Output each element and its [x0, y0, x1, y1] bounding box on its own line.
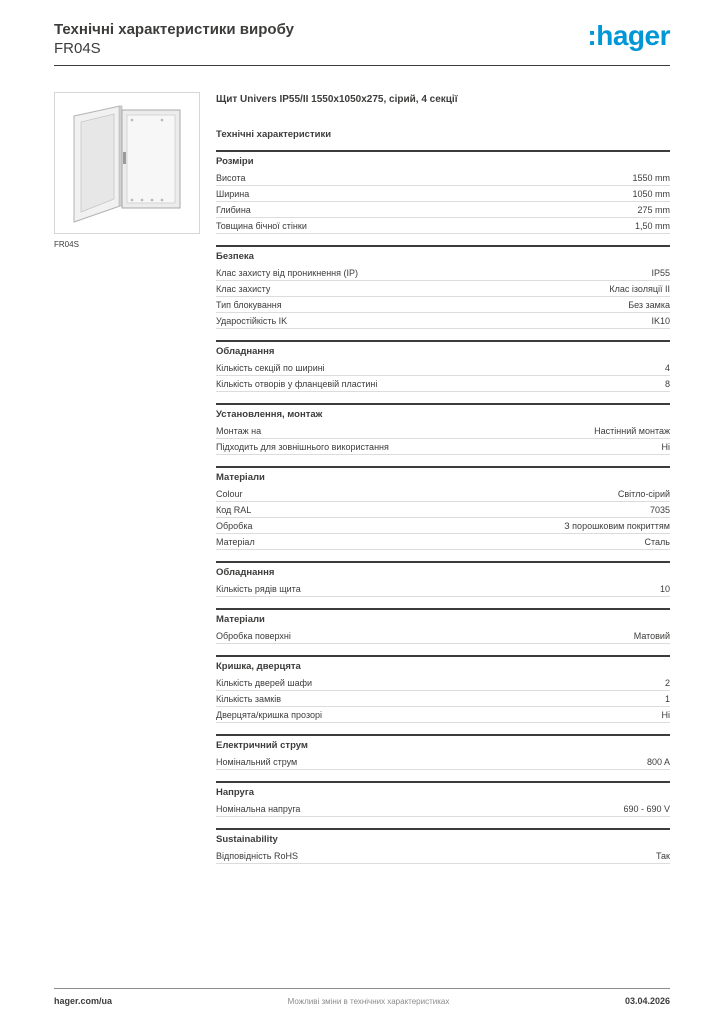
section-rows — [216, 265, 670, 329]
spec-value: 7035 — [649, 505, 670, 516]
section-title: Матеріали — [216, 466, 670, 486]
spec-row — [216, 581, 670, 597]
spec-value: 4 — [664, 363, 670, 374]
specs-heading: Технічні характеристики — [216, 129, 332, 141]
spec-label: Кількість секцій по ширині — [216, 363, 325, 374]
spec-value: Світло-сірий — [617, 489, 670, 500]
spec-section — [216, 608, 670, 644]
spec-row — [216, 691, 670, 707]
spec-label: Матеріал — [216, 537, 255, 548]
spec-value: IP55 — [651, 268, 670, 279]
spec-value: Без замка — [628, 300, 670, 311]
spec-section — [216, 245, 670, 329]
spec-row — [216, 801, 670, 817]
footer-website-link[interactable]: hager.com/ua — [54, 996, 113, 1006]
spec-label: Підходить для зовнішнього використання — [216, 442, 389, 453]
page-title: Технічні характеристики виробу — [54, 21, 294, 38]
spec-label: Товщина бічної стінки — [216, 221, 307, 232]
section-title: Обладнання — [216, 561, 670, 581]
spec-label: Номінальна напруга — [216, 804, 301, 815]
section-rows — [216, 754, 670, 770]
spec-section — [216, 828, 670, 864]
spec-column — [216, 92, 670, 875]
section-rows — [216, 628, 670, 644]
spec-value: 275 mm — [637, 205, 670, 216]
spec-label: Номінальний струм — [216, 757, 298, 768]
page-footer — [54, 988, 670, 1006]
spec-label: Клас захисту — [216, 284, 271, 295]
spec-value: З порошковим покриттям — [564, 521, 670, 532]
spec-row — [216, 486, 670, 502]
section-title: Електричний струм — [216, 734, 670, 754]
product-image-frame — [54, 92, 200, 234]
spec-section — [216, 655, 670, 723]
spec-row — [216, 281, 670, 297]
section-title: Напруга — [216, 781, 670, 801]
spec-value: 8 — [664, 379, 670, 390]
spec-section — [216, 340, 670, 392]
product-code: FR04S — [54, 40, 101, 58]
footer-date: 03.04.2026 — [624, 996, 670, 1006]
spec-label: Глибина — [216, 205, 251, 216]
product-image-caption: FR04S — [54, 240, 79, 250]
spec-section — [216, 781, 670, 817]
spec-row — [216, 202, 670, 218]
spec-value: 1550 mm — [632, 173, 670, 184]
spec-value: 1 — [664, 694, 670, 705]
page-header — [54, 0, 670, 66]
spec-value: 10 — [659, 584, 670, 595]
spec-label: Кількість замків — [216, 694, 281, 705]
spec-row — [216, 297, 670, 313]
product-image-column — [54, 92, 200, 875]
section-rows — [216, 486, 670, 550]
section-rows — [216, 360, 670, 392]
spec-section — [216, 561, 670, 597]
spec-value: Ні — [661, 442, 670, 453]
spec-row — [216, 707, 670, 723]
spec-label: Дверцята/кришка прозорі — [216, 710, 322, 721]
spec-value: Так — [655, 851, 670, 862]
section-title: Кришка, дверцята — [216, 655, 670, 675]
spec-label: Висота — [216, 173, 246, 184]
section-rows — [216, 848, 670, 864]
spec-row — [216, 313, 670, 329]
spec-section — [216, 734, 670, 770]
spec-label: Ширина — [216, 189, 250, 200]
spec-row — [216, 518, 670, 534]
spec-label: Ударостійкість IK — [216, 316, 288, 327]
spec-row — [216, 218, 670, 234]
section-title: Установлення, монтаж — [216, 403, 670, 423]
section-rows — [216, 170, 670, 234]
spec-label: Клас захисту від проникнення (IP) — [216, 268, 359, 279]
section-rows — [216, 423, 670, 455]
spec-row — [216, 848, 670, 864]
spec-sections — [216, 150, 670, 864]
product-name: Щит Univers IP55/II 1550x1050x275, сірий, 4 секції — [216, 94, 458, 106]
spec-row — [216, 439, 670, 455]
spec-label: Кількість рядів щита — [216, 584, 301, 595]
spec-value: 800 A — [646, 757, 670, 768]
spec-row — [216, 376, 670, 392]
spec-section — [216, 150, 670, 234]
spec-label: Обробка поверхні — [216, 631, 291, 642]
spec-section — [216, 466, 670, 550]
spec-row — [216, 360, 670, 376]
section-title: Обладнання — [216, 340, 670, 360]
spec-value: 1050 mm — [632, 189, 670, 200]
spec-row — [216, 186, 670, 202]
spec-value: IK10 — [651, 316, 670, 327]
header-text-block — [54, 20, 294, 57]
spec-value: Матовий — [633, 631, 670, 642]
spec-label: Colour — [216, 489, 243, 500]
spec-value: Клас ізоляції II — [609, 284, 670, 295]
spec-value: 690 - 690 V — [623, 804, 670, 815]
spec-row — [216, 502, 670, 518]
spec-row — [216, 265, 670, 281]
spec-label: Тип блокування — [216, 300, 282, 311]
section-title: Безпека — [216, 245, 670, 265]
spec-value: Сталь — [644, 537, 670, 548]
spec-label: Код RAL — [216, 505, 252, 516]
spec-value: 1,50 mm — [634, 221, 670, 232]
content-area — [54, 92, 670, 875]
section-title: Sustainability — [216, 828, 670, 848]
spec-label: Монтаж на — [216, 426, 262, 437]
footer-disclaimer: Можливі зміни в технічних характеристиках — [287, 997, 450, 1006]
section-rows — [216, 581, 670, 597]
spec-row — [216, 423, 670, 439]
spec-value: Ні — [661, 710, 670, 721]
section-rows — [216, 675, 670, 723]
section-title: Розміри — [216, 150, 670, 170]
spec-label: Обробка — [216, 521, 253, 532]
spec-row — [216, 534, 670, 550]
spec-label: Відповідність RoHS — [216, 851, 298, 862]
section-rows — [216, 801, 670, 817]
spec-label: Кількість дверей шафи — [216, 678, 313, 689]
hager-logo: :hager — [587, 20, 670, 51]
spec-row — [216, 170, 670, 186]
section-title: Матеріали — [216, 608, 670, 628]
cabinet-illustration-icon — [66, 100, 188, 226]
spec-section — [216, 403, 670, 455]
spec-row — [216, 628, 670, 644]
spec-row — [216, 675, 670, 691]
spec-value: Настінний монтаж — [594, 426, 670, 437]
spec-row — [216, 754, 670, 770]
spec-label: Кількість отворів у фланцевій пластині — [216, 379, 378, 390]
spec-value: 2 — [664, 678, 670, 689]
